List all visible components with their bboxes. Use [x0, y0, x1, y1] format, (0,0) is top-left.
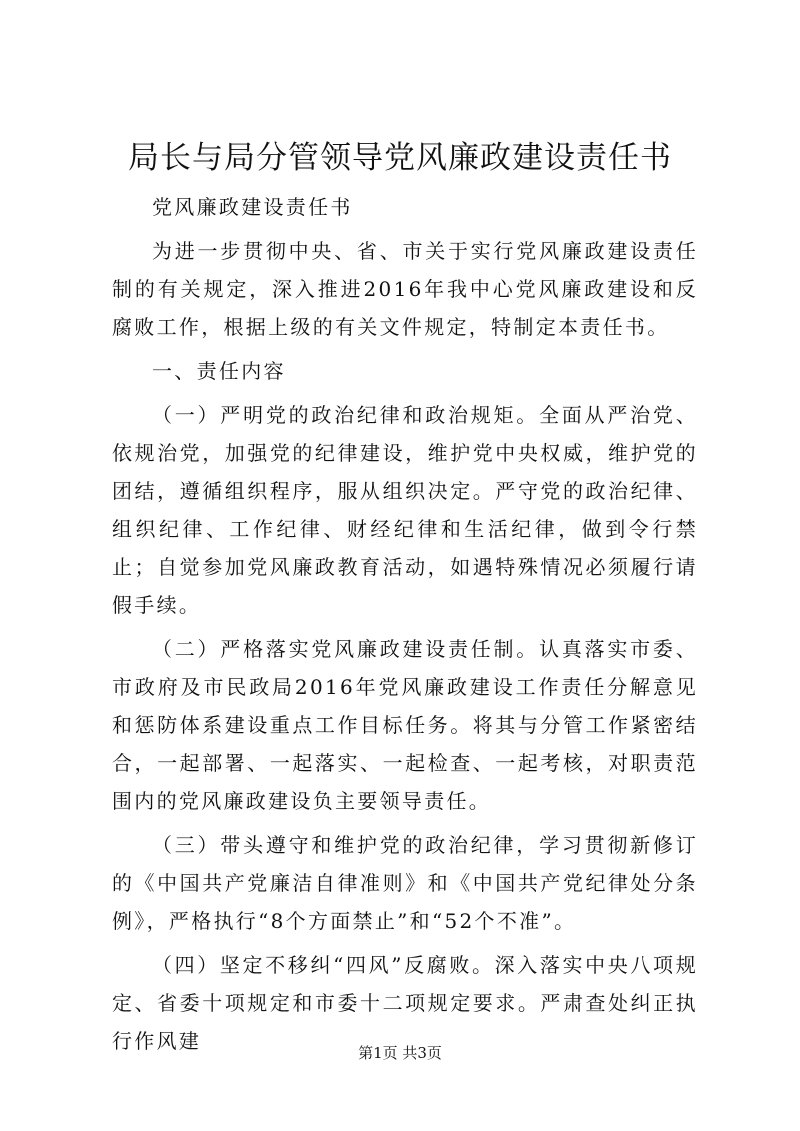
subtitle-paragraph: 党风廉政建设责任书 [152, 195, 353, 219]
item-paragraph-1: （一）严明党的政治纪律和政治规矩。全面从严治党、依规治党，加强党的纪律建设，维护党中央权威，维护党的团结，遵循组织程序，服从组织决定。严守党的政治纪律、组织纪律、工作纪律、财经纪律和生活纪律，做到令行禁止；自觉参加党风廉政教育活动，如遇特殊情况必须履行请假手续。 [112, 403, 698, 617]
page-footer: 第1页 共3页 [358, 1044, 442, 1062]
item-paragraph-3: （三）带头遵守和维护党的政治纪律，学习贯彻新修订的《中国共产党廉洁自律准则》和《中国共产党纪律处分条例》，严格执行“8个方面禁止”和“52个不准”。 [112, 833, 698, 933]
document-body [112, 188, 698, 1066]
intro-paragraph: 为进一步贯彻中央、省、市关于实行党风廉政建设责任制的有关规定，深入推进2016年我中心党风廉政建设和反腐败工作，根据上级的有关文件规定，特制定本责任书。 [112, 239, 698, 339]
section-heading: 一、责任内容 [152, 359, 286, 383]
document-title: 局长与局分管领导党风廉政建设责任书 [128, 140, 672, 176]
item-paragraph-4: （四）坚定不移纠“四风”反腐败。深入落实中央八项规定、省委十项规定和市委十二项规定要求。严肃查处纠正执行作风建 [112, 953, 698, 1053]
item-paragraph-2: （二）严格落实党风廉政建设责任制。认真落实市委、市政府及市民政局2016年党风廉政建设工作责任分解意见和惩防体系建设重点工作目标任务。将其与分管工作紧密结合，一起部署、一起落实、一起检查、一起考核，对职责范围内的党风廉政建设负主要领导责任。 [112, 637, 698, 813]
